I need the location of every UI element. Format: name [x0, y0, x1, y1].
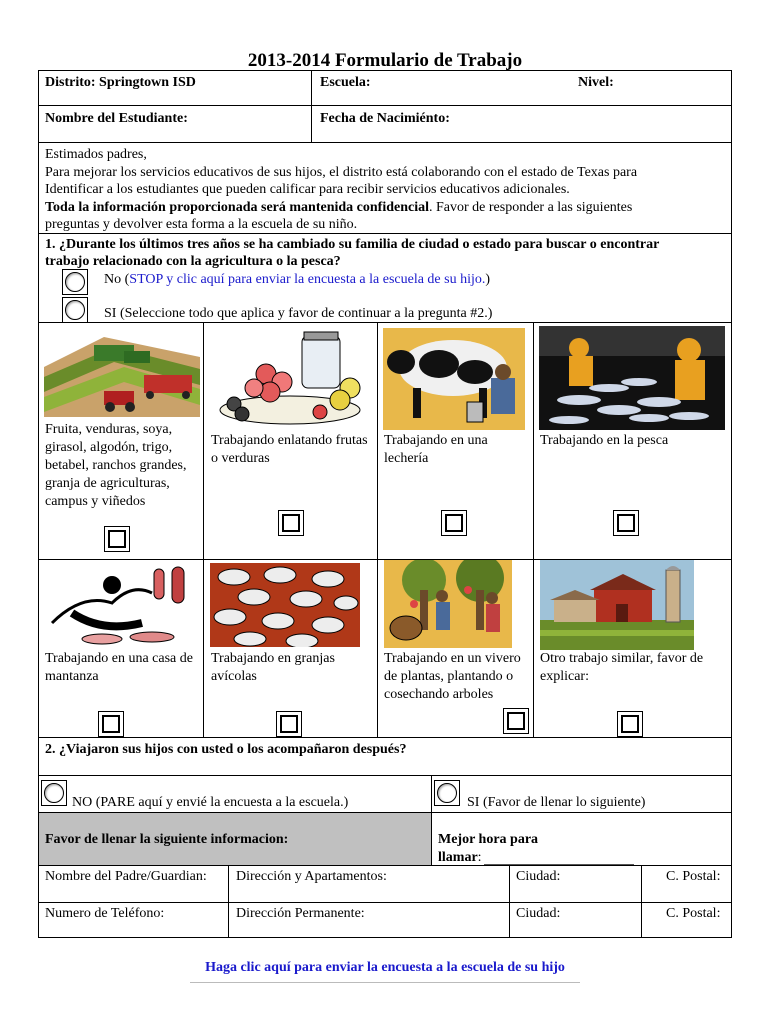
intro-text [45, 199, 632, 217]
divider [311, 70, 312, 142]
dairy-cow-icon [383, 328, 525, 430]
intro-text: Para mejorar los servicios educativos de sus hijos, el distrito está colaborando con el estado de Texas para [45, 165, 638, 180]
tractor-farm-icon [44, 327, 200, 417]
divider [38, 902, 732, 903]
q2-si-option: SI (Favor de llenar lo siguiente) [467, 795, 646, 810]
divider [431, 775, 432, 865]
q1-si-radio[interactable] [62, 297, 88, 323]
best-time-underline [484, 864, 634, 865]
form-title: 2013-2014 Formulario de Trabajo [247, 50, 523, 71]
parent-name-field[interactable]: Nombre del Padre/Guardian: [45, 869, 207, 884]
divider [38, 142, 732, 143]
divider [203, 322, 204, 737]
q1-no-option [104, 271, 490, 289]
q1-text: trabajo relacionado con la agricultura o la pesca? [45, 254, 341, 269]
divider [38, 105, 732, 106]
zip-field-2[interactable]: C. Postal: [666, 906, 721, 921]
job-checkbox-nursery[interactable] [503, 708, 529, 734]
poultry-icon [210, 563, 360, 647]
best-time-label-2: llamar [438, 850, 478, 865]
job-checkbox-other[interactable] [617, 711, 643, 737]
submit-survey-link[interactable]: Haga clic aquí para enviar la encuesta a la escuela de su hijo [205, 960, 565, 975]
job-checkbox-agriculture[interactable] [104, 526, 130, 552]
city-field[interactable]: Ciudad: [516, 869, 561, 884]
divider [228, 865, 229, 938]
intro-text: preguntas y devolver esta forma a la escuela de su niño. [45, 217, 358, 232]
q1-no-prefix: No ( [104, 272, 130, 287]
q1-no-radio[interactable] [62, 269, 88, 295]
divider [533, 322, 534, 737]
fill-info-label: Favor de llenar la siguiente informacion: [45, 832, 289, 847]
q1-si-option: SI (Seleccione todo que aplica y favor de continuar a la pregunta #2.) [104, 306, 493, 321]
q2-text: 2. ¿Viajaron sus hijos con usted o los acompañaron después? [45, 742, 407, 757]
job-checkbox-slaughterhouse[interactable] [98, 711, 124, 737]
school-field[interactable]: Escuela: [320, 75, 371, 90]
q2-si-radio[interactable] [434, 780, 460, 806]
job-label-poultry: Trabajando en granjas avícolas [211, 651, 335, 684]
footer-rule [190, 982, 580, 983]
best-time-field[interactable] [438, 849, 482, 867]
job-label-fishing: Trabajando en la pesca [540, 433, 669, 448]
job-label-canning: Trabajando enlatando frutas o verduras [211, 433, 368, 466]
job-label-nursery: Trabajando en un vivero de plantas, plantando o cosechando arboles [384, 651, 521, 702]
job-label-slaughterhouse: Trabajando en una casa de mantanza [45, 651, 193, 684]
student-name-field[interactable]: Nombre del Estudiante: [45, 111, 188, 126]
divider [509, 865, 510, 938]
confidential-notice: Toda la información proporcionada será mantenida confidencial [45, 200, 429, 215]
zip-field[interactable]: C. Postal: [666, 869, 721, 884]
divider [377, 322, 378, 737]
q1-number: 1. [45, 237, 56, 252]
job-checkbox-dairy[interactable] [441, 510, 467, 536]
district-label: Distrito: Springtown ISD [45, 75, 196, 90]
q2-no-option: NO (PARE aquí y envié la encuesta a la escuela.) [72, 795, 349, 810]
job-label-agriculture: Fruita, venduras, soya, girasol, algodón, trigo, betabel, ranchos grandes, granja de agriculturas, campus y viñedos [45, 422, 187, 509]
q1-line1: ¿Durante los últimos tres años se ha cambiado su familia de ciudad o estado para buscar o encontrar [59, 237, 660, 252]
divider [38, 775, 732, 776]
divider [641, 865, 642, 938]
canning-fruit-icon [210, 330, 370, 428]
butcher-icon [42, 563, 198, 647]
job-checkbox-fishing[interactable] [613, 510, 639, 536]
best-time-label: Mejor hora para [438, 832, 539, 847]
best-time-colon: : [477, 850, 482, 865]
intro-greeting: Estimados padres, [45, 147, 147, 162]
permanent-address-field[interactable]: Dirección Permanente: [236, 906, 365, 921]
job-label-other: Otro trabajo similar, favor de explicar: [540, 651, 704, 684]
phone-field[interactable]: Numero de Teléfono: [45, 906, 165, 921]
intro-text-rest: . Favor de responder a las siguientes [429, 200, 633, 215]
divider [38, 737, 732, 738]
grade-field[interactable]: Nivel: [578, 75, 614, 90]
nursery-harvest-icon [384, 560, 512, 648]
q1-text [45, 236, 659, 254]
address-field[interactable]: Dirección y Apartamentos: [236, 869, 387, 884]
q1-no-suffix: ) [485, 272, 491, 287]
divider [38, 865, 732, 866]
city-field-2[interactable]: Ciudad: [516, 906, 561, 921]
send-survey-link[interactable]: STOP y clic aquí para enviar la encuesta a la escuela de su hijo. [129, 272, 486, 287]
birthdate-field[interactable]: Fecha de Nacimiénto: [320, 111, 450, 126]
fishing-icon [539, 326, 725, 430]
job-checkbox-canning[interactable] [278, 510, 304, 536]
job-label-dairy: Trabajando en una lechería [384, 433, 488, 466]
farm-building-icon [540, 560, 694, 650]
q2-no-radio[interactable] [41, 780, 67, 806]
intro-text: Identificar a los estudiantes que pueden calificar para recibir servicios educativos adicionales. [45, 182, 570, 197]
job-checkbox-poultry[interactable] [276, 711, 302, 737]
